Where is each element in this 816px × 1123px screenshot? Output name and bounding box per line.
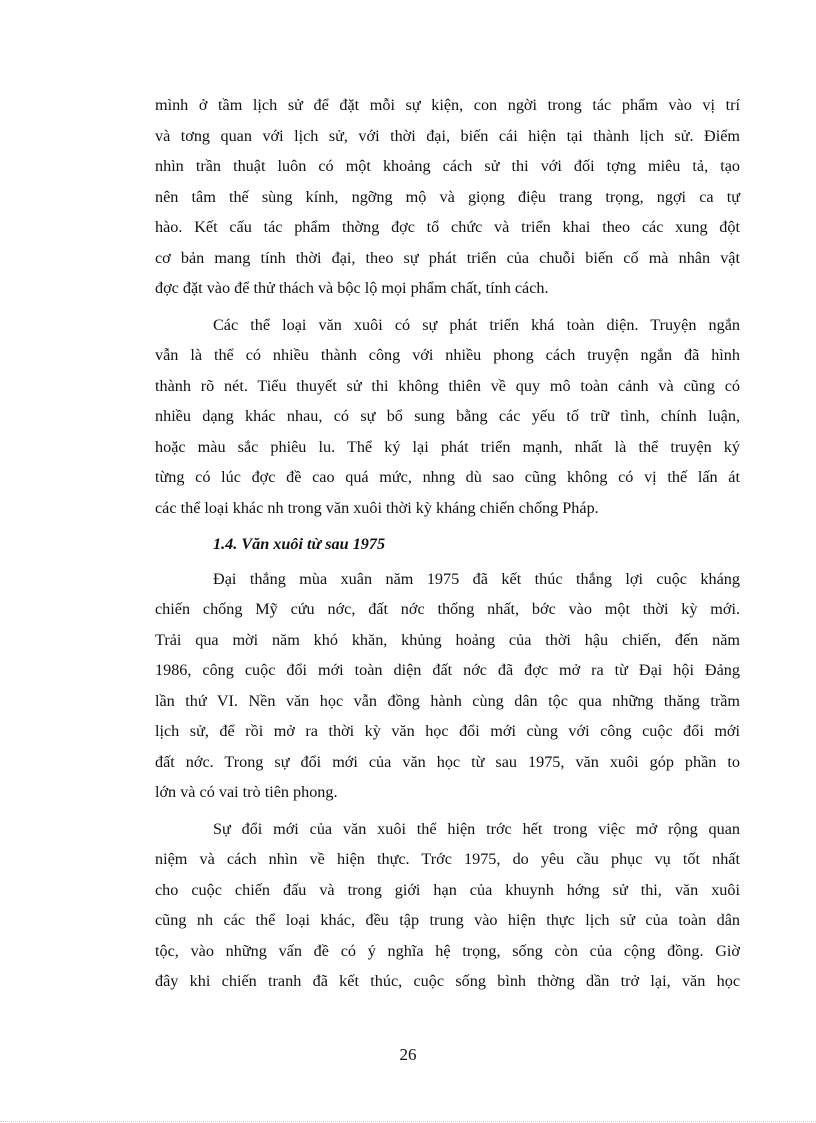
section-heading: 1.4. Văn xuôi từ sau 1975 [213, 535, 386, 553]
page-number: 26 [399, 1045, 417, 1064]
text-line: 1986, công cuộc đổi mới toàn diện đất nớc đã đợc mở ra từ Đại hội Đảng [155, 661, 740, 679]
paragraph-4 [155, 814, 740, 997]
text-line: lớn và có vai trò tiên phong. [155, 783, 338, 801]
text-line: thành rõ nét. Tiểu thuyết sử thi không thiên về quy mô toàn cảnh và cũng có [155, 376, 740, 395]
text-line: nhiều dạng khác nhau, có sự bổ sung bằng các yếu tố trữ tình, chính luận, [155, 407, 740, 425]
text-line: đất nớc. Trong sự đổi mới của văn học từ sau 1975, văn xuôi góp phần to [155, 752, 740, 771]
text-line: các thể loại khác nh trong văn xuôi thời kỳ kháng chiến chống Pháp. [155, 498, 599, 517]
text-line: vẫn là thể có nhiều thành công với nhiều phong cách truyện ngắn đã hình [155, 346, 740, 364]
text-line: từng có lúc đợc đề cao quá mức, nhng dù sao cũng không có vị thế lấn át [155, 468, 740, 486]
page-bottom-divider [0, 1121, 816, 1122]
text-line: Các thể loại văn xuôi có sự phát triển khá toàn diện. Truyện ngắn [213, 315, 740, 334]
text-line: Trải qua mời năm khó khăn, khủng hoảng của thời hậu chiến, đến năm [155, 630, 740, 649]
text-line: nên tâm thế sùng kính, ngỡng mộ và giọng điệu trang trọng, ngợi ca tự [155, 187, 740, 206]
text-line: và tơng quan với lịch sử, với thời đại, biến cái hiện tại thành lịch sử. Điểm [155, 126, 740, 145]
text-line: Đại thắng mùa xuân năm 1975 đã kết thúc thắng lợi cuộc kháng [213, 569, 740, 588]
paragraph-3 [155, 564, 740, 808]
text-line: đây khi chiến tranh đã kết thúc, cuộc sống bình thờng dần trở lại, văn học [155, 972, 740, 990]
text-line: tộc, vào những vấn đề có ý nghĩa hệ trọng, sống còn của cộng đồng. Giờ [155, 941, 740, 960]
paragraph-2 [155, 310, 740, 524]
text-line: Sự đổi mới của văn xuôi thể hiện trớc hết trong việc mở rộng quan [213, 819, 740, 838]
text-line: đợc đặt vào để thử thách và bộc lộ mọi phẩm chất, tính cách. [155, 279, 549, 297]
text-line: hoặc màu sắc phiêu lu. Thể ký lại phát triển mạnh, nhất là thể truyện ký [155, 437, 740, 456]
text-line: cũng nh các thể loại khác, đều tập trung vào hiện thực lịch sử của toàn dân [155, 911, 740, 929]
text-line: hào. Kết cấu tác phẩm thờng đợc tổ chức và triển khai theo các xung đột [155, 218, 740, 236]
text-line: cho cuộc chiến đấu và trong giới hạn của khuynh hớng sử thi, văn xuôi [155, 880, 740, 899]
text-line: nhìn trần thuật luôn có một khoảng cách sử thi với đối tợng miêu tả, tạo [155, 157, 740, 175]
paragraph-1 [155, 90, 740, 304]
text-line: lần thứ VI. Nền văn học vẫn đồng hành cùng dân tộc qua những thăng trầm [155, 691, 740, 710]
document-body [155, 90, 740, 1003]
text-line: cơ bản mang tính thời đại, theo sự phát triển của chuỗi biến cố mà nhân vật [155, 248, 740, 267]
text-line: mình ở tầm lịch sử để đặt mỗi sự kiện, con ngời trong tác phẩm vào vị trí [155, 96, 740, 114]
text-line: lịch sử, để rồi mở ra thời kỳ văn học đổi mới cùng với công cuộc đổi mới [155, 722, 740, 740]
text-line: chiến chống Mỹ cứu nớc, đất nớc thống nhất, bớc vào một thời kỳ mới. [155, 600, 740, 618]
text-line: niệm và cách nhìn về hiện thực. Trớc 1975, do yêu cầu phục vụ tốt nhất [155, 850, 740, 868]
